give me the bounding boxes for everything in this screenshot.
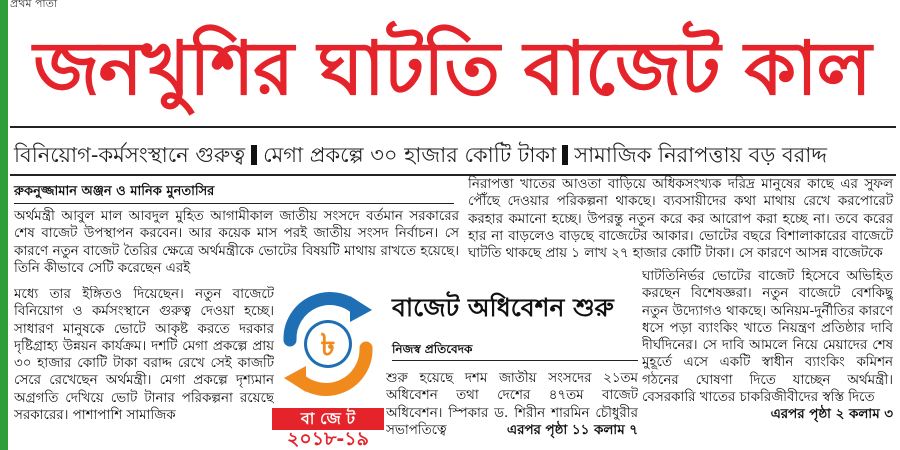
side-story-body: [386, 370, 638, 450]
main-story-paragraph-d: [642, 268, 893, 450]
subhead-separator: [251, 145, 257, 165]
side-story-byline: নিজস্ব প্রতিবেদক: [392, 342, 473, 356]
side-story-rule: [392, 360, 638, 361]
body-text: মধ্যে তার ইঙ্গিতও দিয়েছেন। নতুন বাজেটে বিনিয়োগ ও কর্মসংস্থানে গুরুত্ব দেওয়া হচ্ছে। সাধারণ মানুষকে ভোটে আকৃষ্ট করতে দরকার দৃষ্টিগ্রাহ্য উন্নয়ন কার্যক্রম। দশটি মেগা প্রকল্পে প্রায় ৩০ হাজার কোটি টাকা বরাদ্দ রেখে সেই কাজটি সেরে রেখেছেন অর্থমন্ত্রী। মেগা প্রকল্পে দৃশ্যমান অগ্রগতি দেখিয়ে ভোট টানার পরিকল্পনা রয়েছে সরকারের। পাশাপাশি সামাজিক: [14, 287, 274, 424]
budget-logo-word: বা জে ট: [272, 408, 384, 430]
budget-logo-year: ২০১৮-১৯: [287, 428, 369, 450]
side-story-jump: এরপর পৃষ্ঠা ১১ কলাম ৭: [506, 422, 638, 438]
main-story-paragraph-c: [468, 176, 893, 266]
side-story-title: বাজেট অধিবেশন শুরু: [392, 293, 614, 322]
budget-logo-icon: [272, 282, 384, 406]
main-story-paragraph-a: [14, 208, 459, 286]
main-story-paragraph-b: [14, 286, 274, 450]
main-byline: রুকনুজ্জামান অঞ্জন ও মানিক মুনতাসির: [14, 184, 215, 199]
headline: জনখুশির ঘাটতি বাজেট কাল: [33, 26, 871, 112]
body-text: শুরু হয়েছে দশম জাতীয় সংসদের ২১তম অধিবেশন তথা দেশের ৪৭তম বাজেট অধিবেশন। স্পিকার ড. শিরীন শারমিন চৌধুরীর সভাপতিত্বে এরপর পৃষ্ঠা ১১ কলাম ৭: [386, 371, 638, 438]
byline-rule: [14, 203, 454, 204]
body-text: অর্থমন্ত্রী আবুল মাল আবদুল মুহিত আগামীকাল জাতীয় সংসদে বর্তমান সরকারের শেষ বাজেট উপস্থাপন করবেন। আর কয়েক মাস পরই জাতীয় সংসদ নির্বাচন। সে কারণে নতুন বাজেট তৈরির ক্ষেত্রে অর্থমন্ত্রীকে ভোটের বিষয়টি মাথায় রাখতে হয়েছে। তিনি কীভাবে সেটি করেছেন এরই: [14, 209, 459, 276]
headline-rule: [10, 126, 896, 128]
main-story-jump: এরপর পৃষ্ঠা ২ কলাম ৩: [770, 407, 893, 423]
body-text: নিরাপত্তা খাতের আওতা বাড়িয়ে অধিকসংখ্যক দরিদ্র মানুষের কাছে এর সুফল পৌঁছে দেওয়ার পরিকল্পনা থাকছে। ব্যবসায়ীদের কথা মাথায় রেখে করপোরেট করহার কমানো হচ্ছে। উপরন্তু নতুন করে কর আরোপ করা হচ্ছে না। তবে করের হার না বাড়লেও বাড়ছে বাজেটের আকার। ভোটের বছরে বিশালাকারের বাজেটে ঘাটতি থাকছে প্রায় ১ লাখ ২৭ হাজার কোটি টাকা। সে কারণে আসন্ন বাজেটকে: [468, 177, 893, 262]
body-text: ঘাটতিনির্ভর ভোটের বাজেট হিসেবে অভিহিত করছেন বিশেষজ্ঞরা। নতুন বাজেটে বেশকিছু নতুন উদ্যোগও থাকছে। অনিয়ম-দুর্নীতির কারণে ধসে পড়া ব্যাংকিং খাতে নিয়ন্ত্রণ প্রতিষ্ঠার দাবি দীর্ঘদিনের। সে দাবি আমলে নিয়ে মেয়াদের শেষ মুহূর্তে এসে একটি স্বাধীন ব্যাংকিং কমিশন গঠনের ঘোষণা দিতে যাচ্ছেন অর্থমন্ত্রী। বেসরকারি খাতের চাকরিজীবীদের স্বস্তি দিতে এরপর পৃষ্ঠা ২ কলাম ৩: [642, 269, 893, 423]
subheadline: [14, 138, 894, 172]
left-green-rule: [0, 0, 8, 450]
subhead-separator: [562, 145, 568, 165]
subhead-item-social-safety: সামাজিক নিরাপত্তায় বড় বরাদ্দ: [574, 143, 827, 167]
subhead-item-mega-projects: মেগা প্রকল্পে ৩০ হাজার কোটি টাকা: [263, 143, 557, 167]
budget-logo: [272, 282, 384, 406]
taka-glyph: ৳: [320, 328, 336, 363]
top-strip: প্রথম পাতা: [10, 0, 58, 8]
subhead-item-investment: বিনিয়োগ-কর্মসংস্থানে গুরুত্ব: [14, 143, 246, 167]
